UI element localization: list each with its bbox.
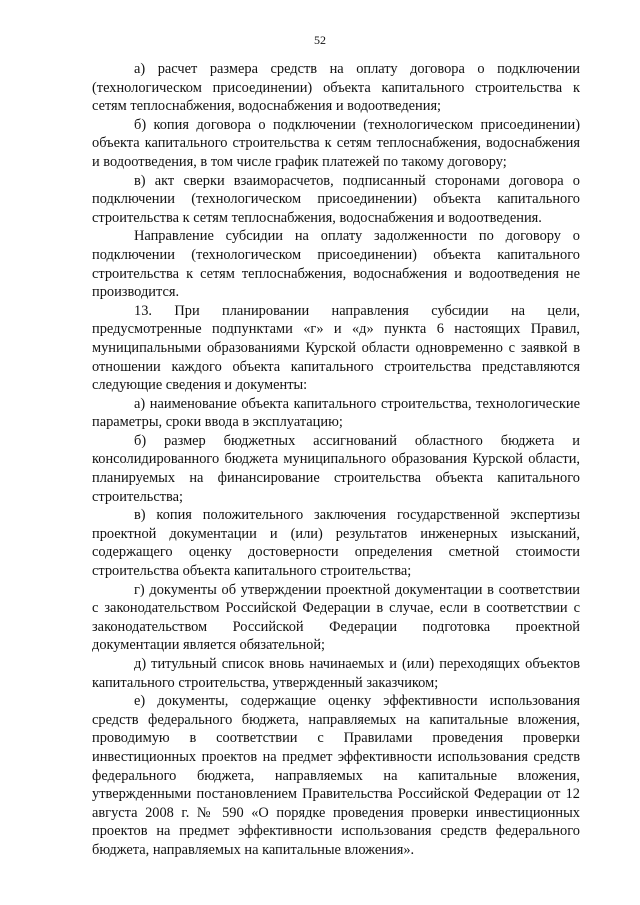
paragraph-v-reconciliation-act: в) акт сверки взаиморасчетов, подписанный сторонами договора о подключении (технологическом присоединении) объекта капитального строительства к сетям теплоснабжения, водоснабжения и водоотведения.: [92, 172, 580, 226]
document-body: [92, 60, 580, 860]
paragraph-13-b: б) размер бюджетных ассигнований областного бюджета и консолидированного бюджета муниципального образования Курской области, планируемых на финансирование строительства объекта капитального строительства;: [92, 432, 580, 505]
page-number: 52: [314, 33, 326, 47]
paragraph-13: 13. При планировании направления субсидии на цели, предусмотренные подпунктами «г» и «д» пункта 6 настоящих Правил, муниципальными образованиями Курской области одновременно с заявкой в отношении каждого объекта капитального строительства представляются следующие сведения и документы:: [92, 302, 580, 394]
paragraph-13-e: е) документы, содержащие оценку эффективности использования средств федерального бюджета, направляемых на капитальные вложения, проводимую в соответствии с Правилами проведения проверки инвестиционных проектов на предмет эффективности использования средств федерального бюджета, направляемых на капитальные вложения, утвержденными постановлением Правительства Российской Федерации от 12 августа 2008 г. № 590 «О порядке проведения проверки инвестиционных проектов на предмет эффективности использования средств федерального бюджета, направляемых на капитальные вложения».: [92, 693, 580, 858]
paragraph-b-contract-copy: б) копия договора о подключении (технологическом присоединении) объекта капитального строительства к сетям теплоснабжения, водоснабжения и водоотведения, в том числе график платежей по такому договору;: [92, 116, 580, 170]
paragraph-debt-note: Направление субсидии на оплату задолженности по договору о подключении (технологическом присоединении) объекта капитального строительства к сетям теплоснабжения, водоснабжения и водоотведения не производится.: [92, 228, 580, 301]
paragraph-13-g: г) документы об утверждении проектной документации в соответствии с законодательством Российской Федерации в случае, если в соответствии с законодательством Российской Федерации подготовка проектной документации является обязательной;: [92, 581, 580, 654]
paragraph-13-d: д) титульный список вновь начинаемых и (или) переходящих объектов капитального строительства, утвержденный заказчиком;: [92, 656, 580, 691]
paragraph-13-v: в) копия положительного заключения государственной экспертизы проектной документации и (или) результатов инженерных изысканий, содержащего оценку достоверности определения сметной стоимости строительства объекта капитального строительства;: [92, 507, 580, 580]
paragraph-a-calculation: а) расчет размера средств на оплату договора о подключении (технологическом присоединении) объекта капитального строительства к сетям теплоснабжения, водоснабжения и водоотведения;: [92, 61, 580, 115]
paragraph-13-a: а) наименование объекта капитального строительства, технологические параметры, сроки ввода в эксплуатацию;: [92, 395, 580, 431]
